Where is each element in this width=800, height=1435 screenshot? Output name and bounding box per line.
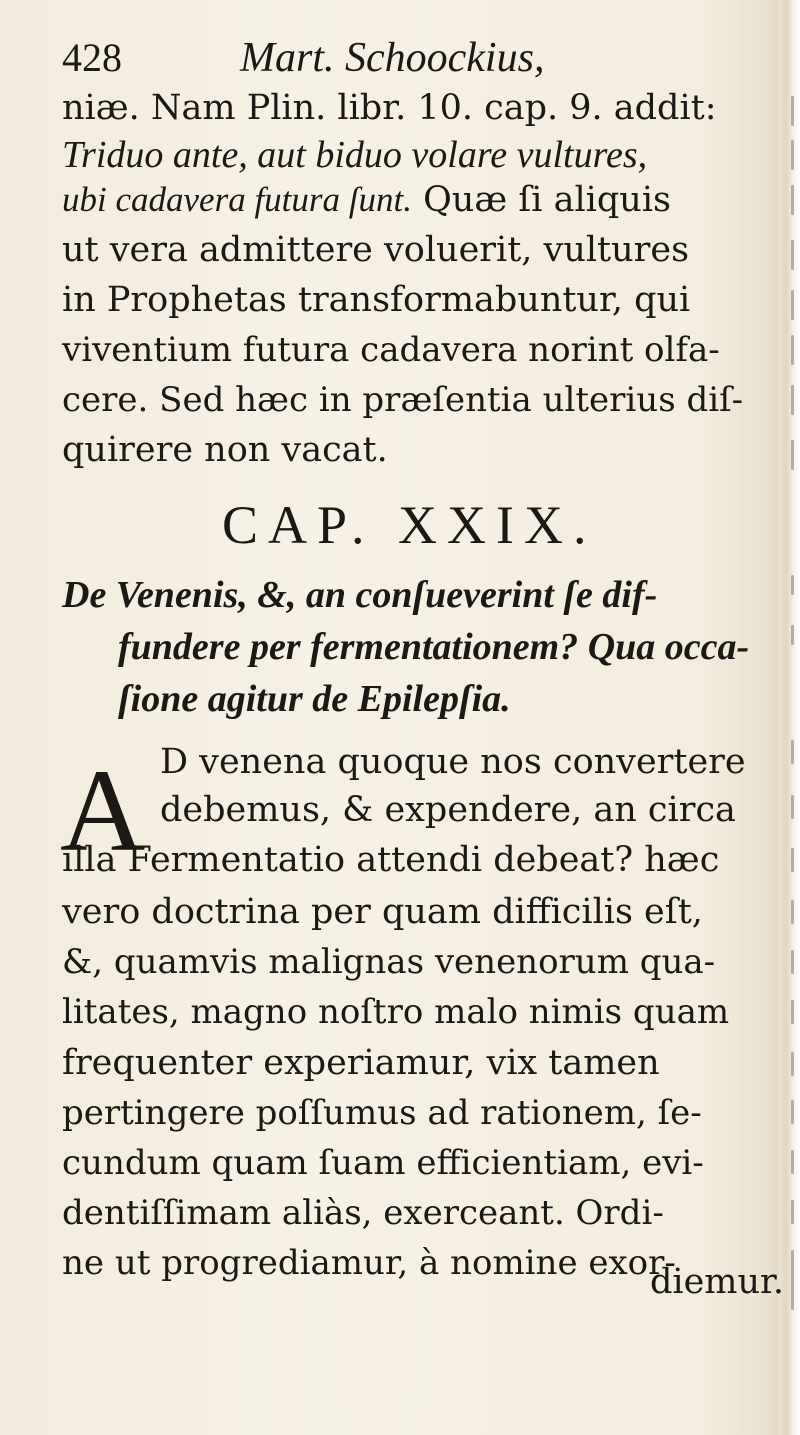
page-number: 428 [62, 35, 122, 80]
chapter-title-line: fundere per fermentationem? Qua occa- [118, 626, 750, 668]
text-line: D venena quoque nos convertere [160, 742, 746, 782]
edge-mark [791, 335, 794, 365]
edge-mark [791, 1000, 794, 1024]
chapter-number: CAP. XXIX. [222, 495, 597, 555]
edge-mark [791, 795, 794, 819]
text-line: ne ut progrediamur, à nomine exor- [62, 1243, 676, 1283]
edge-mark [791, 1150, 794, 1174]
text-line: illa Fermentatio attendi debeat? hæc [62, 840, 720, 880]
running-head [62, 34, 762, 88]
edge-mark [791, 1052, 794, 1076]
edge-mark [791, 140, 794, 170]
edge-mark [791, 625, 794, 645]
text-line: frequenter experiamur, vix tamen [62, 1043, 660, 1083]
running-head-title: Mart. Schoockius, [240, 35, 545, 81]
text-line: dentiſſimam aliàs, exerceant. Ordi- [62, 1193, 664, 1233]
edge-mark [791, 950, 794, 974]
text-fragment: ubi cadavera futura ſunt. [62, 180, 412, 219]
edge-mark [791, 290, 794, 320]
text-line: in Prophetas transformabuntur, qui [62, 280, 691, 320]
text-line: cundum quam ſuam efficientiam, evi- [62, 1143, 704, 1183]
text-line: vero doctrina per quam difficilis eſt, [62, 892, 703, 932]
edge-mark [791, 96, 794, 126]
edge-mark [791, 385, 794, 415]
edge-mark [791, 848, 794, 872]
edge-mark [791, 185, 794, 215]
edge-mark [791, 240, 794, 270]
edge-mark [791, 900, 794, 924]
facing-page-edge [778, 0, 800, 1435]
text-line: pertingere poſſumus ad rationem, ſe- [62, 1093, 702, 1133]
chapter-title-line: ſione agitur de Epilepſia. [118, 678, 511, 720]
edge-mark [791, 440, 794, 470]
edge-mark [791, 740, 794, 764]
chapter-title-line: De Venenis, &, an conſueverint ſe dif- [62, 574, 658, 616]
edge-mark [791, 1250, 794, 1310]
text-line: litates, magno noſtro malo nimis quam [62, 992, 730, 1032]
catchword: diemur. [650, 1262, 785, 1302]
text-line: Triduo ante, aut biduo volare vultures, [62, 134, 648, 176]
drop-cap: A [60, 745, 146, 876]
text-line: ut vera admittere voluerit, vultures [62, 230, 690, 270]
text-line: quirere non vacat. [62, 430, 388, 470]
text-line: viventium futura cadavera norint olfa- [62, 330, 720, 370]
text-line: debemus, & expendere, an circa [160, 790, 736, 830]
text-line: &, quamvis malignas venenorum qua- [62, 942, 716, 982]
edge-mark [791, 1100, 794, 1124]
text-line: niæ. Nam Plin. libr. 10. cap. 9. addit: [62, 88, 717, 128]
text-line: cere. Sed hæc in præſentia ulterius diſ- [62, 380, 744, 420]
edge-mark [791, 1200, 794, 1224]
edge-mark [791, 575, 794, 595]
text-line: ubi cadavera futura ſunt. Quæ ſi aliquis [62, 180, 671, 220]
